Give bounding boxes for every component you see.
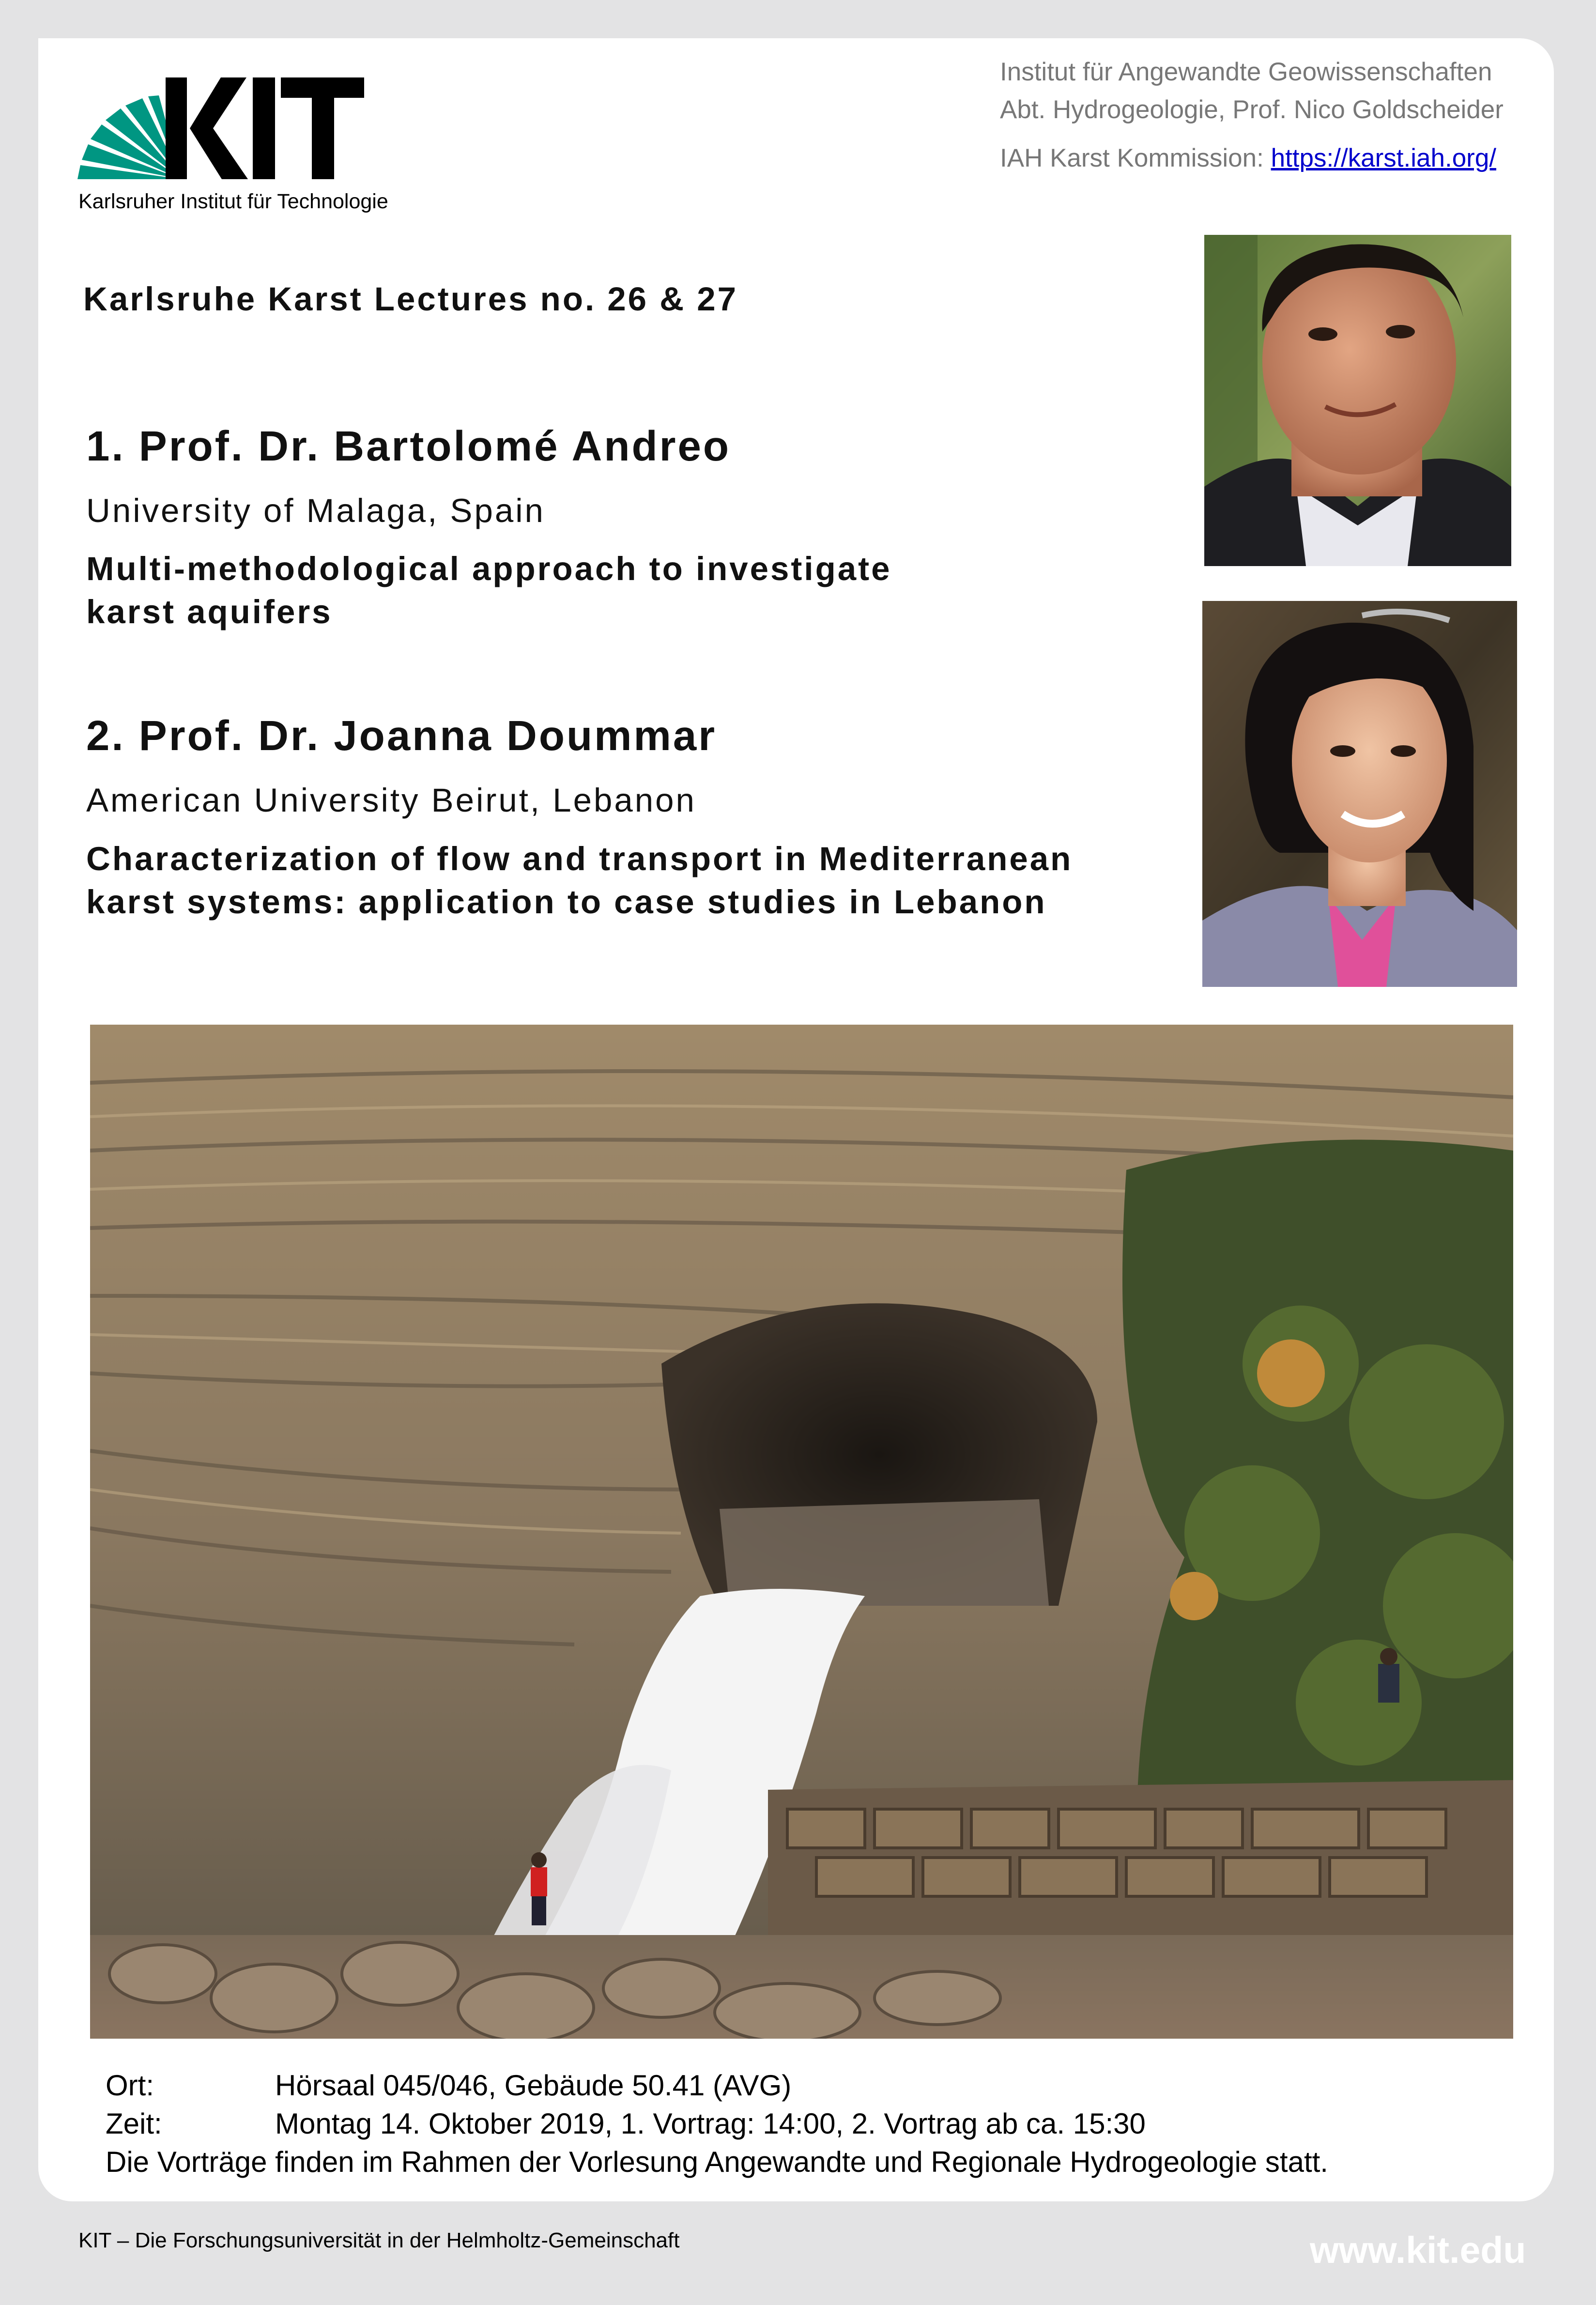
lecture-2-title bbox=[86, 837, 1073, 923]
lecture-1-title-line-2: karst aquifers bbox=[86, 593, 333, 630]
lecture-2-title-line-1: Characterization of flow and transport in Mediterranean bbox=[86, 840, 1073, 877]
lecture-1-title bbox=[86, 547, 891, 633]
time-value: Montag 14. Oktober 2019, 1. Vortrag: 14:00, 2. Vortrag ab ca. 15:30 bbox=[275, 2107, 1146, 2140]
speaker-1-portrait bbox=[1204, 235, 1511, 566]
logo-subtitle: Karlsruher Institut für Technologie bbox=[78, 190, 388, 213]
lecture-1-speaker: 1. Prof. Dr. Bartolomé Andreo bbox=[86, 423, 731, 470]
footer-tagline: KIT – Die Forschungsuniversität in der Helmholtz-Gemeinschaft bbox=[78, 2228, 680, 2252]
commission-line bbox=[1000, 143, 1496, 173]
event-note: Die Vorträge finden im Rahmen der Vorlesung Angewandte und Regionale Hydrogeologie statt. bbox=[106, 2146, 1328, 2178]
lecture-1-affiliation: University of Malaga, Spain bbox=[86, 492, 545, 529]
commission-link[interactable]: https://karst.iah.org/ bbox=[1271, 144, 1497, 172]
commission-label: IAH Karst Kommission: bbox=[1000, 144, 1264, 172]
place-value: Hörsaal 045/046, Gebäude 50.41 (AVG) bbox=[275, 2069, 792, 2102]
institute-line-1: Institut für Angewandte Geowissenschaften bbox=[1000, 58, 1492, 86]
institute-line-2: Abt. Hydrogeologie, Prof. Nico Goldscheider bbox=[1000, 95, 1504, 124]
time-label: Zeit: bbox=[106, 2107, 162, 2140]
karst-spring-photo bbox=[90, 1025, 1513, 2039]
place-label: Ort: bbox=[106, 2069, 154, 2102]
speaker-2-portrait bbox=[1202, 601, 1517, 987]
lecture-1-title-line-1: Multi-methodological approach to investigate bbox=[86, 550, 892, 587]
lecture-2-title-line-2: karst systems: application to case studies in Lebanon bbox=[86, 883, 1047, 921]
footer-website[interactable]: www.kit.edu bbox=[1310, 2229, 1526, 2271]
series-title: Karlsruhe Karst Lectures no. 26 & 27 bbox=[83, 280, 738, 318]
lecture-2-affiliation: American University Beirut, Lebanon bbox=[86, 782, 696, 819]
lecture-2-speaker: 2. Prof. Dr. Joanna Doummar bbox=[86, 712, 717, 759]
